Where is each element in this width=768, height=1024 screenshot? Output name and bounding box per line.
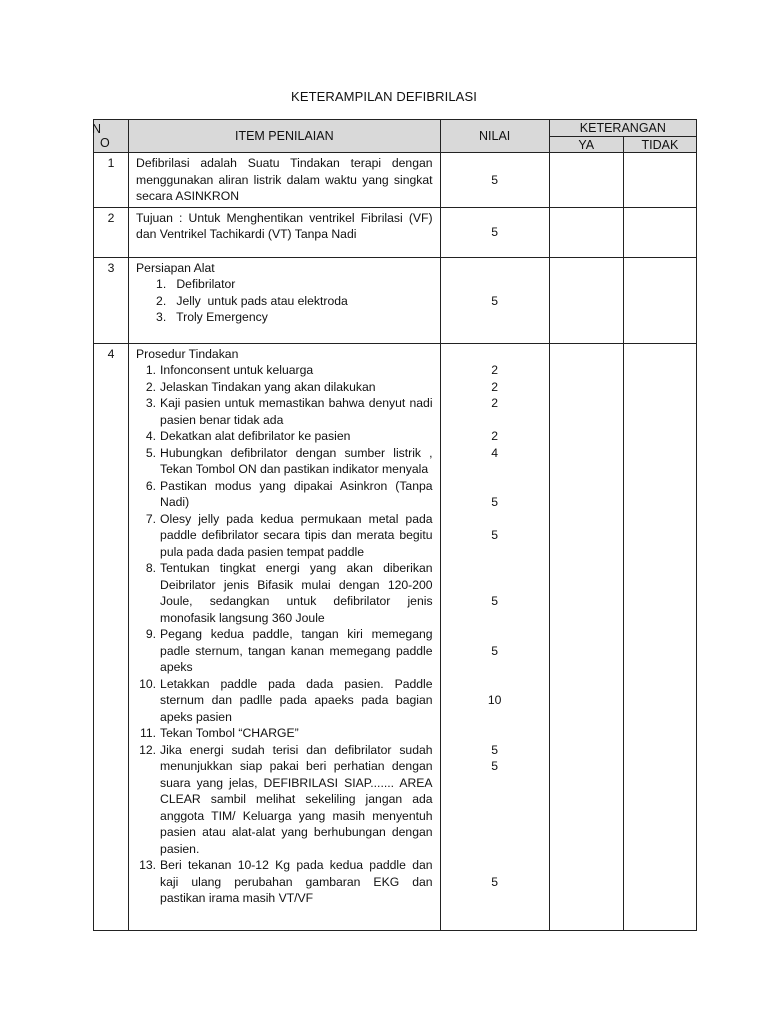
row-number: 4	[94, 343, 129, 930]
row-item-text: Defibrilasi adalah Suatu Tindakan terapi dengan menggunakan aliran listrik dalam waktu yang singkat secara ASINKRON	[129, 153, 441, 208]
cell-tidak[interactable]	[623, 207, 696, 257]
cell-ya[interactable]	[549, 343, 623, 930]
step-number: 1.	[145, 363, 157, 377]
step-number: 12.	[139, 742, 157, 757]
step-text: Tekan Tombol “CHARGE”	[160, 726, 299, 740]
row-nilai	[440, 343, 549, 930]
step-number: 6.	[145, 478, 157, 493]
step-nilai: 2	[491, 396, 499, 410]
cell-ya[interactable]	[549, 207, 623, 257]
step-nilai: 5	[491, 594, 499, 608]
step-nilai: 5	[491, 495, 499, 509]
step-text: Tentukan tingkat energi yang akan diberikan Deibrilator jenis Bifasik mulai dengan 120-200 Joule, sedangkan untuk defibrilator jenis monofasik langsung 360 Joule	[160, 561, 433, 625]
header-keterangan: KETERANGAN	[549, 120, 696, 137]
cell-tidak[interactable]	[623, 153, 696, 208]
step-number: 13.	[139, 858, 157, 872]
procedure-step	[136, 379, 433, 396]
row-nilai	[440, 153, 549, 208]
row-item	[129, 343, 441, 930]
table-row	[94, 343, 697, 930]
procedure-step	[136, 511, 433, 561]
header-item: ITEM PENILAIAN	[129, 120, 441, 153]
step-text: Pastikan modus yang dipakai Asinkron (Tanpa Nadi)	[160, 478, 433, 509]
step-text: Kaji pasien untuk memastikan bahwa denyut nadi pasien benar tidak ada	[160, 396, 433, 427]
cell-tidak[interactable]	[623, 257, 696, 343]
step-text: Beri tekanan 10-12 Kg pada kedua paddle dan kaji ulang perubahan gambaran EKG dan pastikan irama masih VT/VF	[160, 858, 433, 905]
step-nilai: 2	[491, 363, 499, 377]
procedure-step	[136, 626, 433, 676]
cell-ya[interactable]	[549, 153, 623, 208]
list-item: 3. Troly Emergency	[156, 310, 268, 324]
row-number: 3	[94, 257, 129, 343]
assessment-table	[93, 119, 697, 931]
header-no-line1: N	[92, 122, 102, 136]
step-number: 5.	[145, 445, 157, 460]
step-number: 9.	[145, 627, 157, 641]
row-number: 1	[94, 153, 129, 208]
procedure-step	[136, 725, 433, 742]
step-text: Pegang kedua paddle, tangan kiri memegang padle sternum, tangan kanan memegang paddle apeks	[160, 627, 433, 674]
row-nilai	[440, 207, 549, 257]
step-number: 2.	[145, 379, 157, 394]
procedure-step	[136, 395, 433, 428]
row-number: 2	[94, 207, 129, 257]
step-nilai: 4	[491, 445, 499, 460]
table-row	[94, 257, 697, 343]
step-number: 4.	[145, 429, 157, 443]
row-item-text: Tujuan : Untuk Menghentikan ventrikel Fibrilasi (VF) dan Ventrikel Tachikardi (VT) Tanpa Nadi	[129, 207, 441, 257]
cell-ya[interactable]	[549, 257, 623, 343]
list-item: 2. Jelly untuk pads atau elektroda	[156, 293, 348, 308]
row-nilai-value: 5	[491, 293, 499, 308]
step-nilai: 5	[491, 759, 499, 773]
table-row	[94, 207, 697, 257]
step-nilai: 5	[491, 528, 499, 542]
step-nilai: 5	[491, 874, 499, 889]
step-nilai: 2	[491, 429, 499, 443]
procedure-step	[136, 445, 433, 478]
row-item	[129, 257, 441, 343]
equipment-list	[136, 276, 433, 326]
step-number: 8.	[145, 561, 157, 575]
step-text: Dekatkan alat defibrilator ke pasien	[160, 429, 351, 443]
header-nilai: NILAI	[440, 120, 549, 153]
list-item: 1. Defibrilator	[156, 277, 236, 291]
procedure-step	[136, 362, 433, 379]
step-text: Infonconsent untuk keluarga	[160, 363, 314, 377]
procedure-step	[136, 560, 433, 626]
step-text: Hubungkan defibrilator dengan sumber listrik , Tekan Tombol ON dan pastikan indikator menyala	[160, 445, 433, 476]
step-nilai: 10	[487, 693, 502, 707]
procedure-step	[136, 478, 433, 511]
document-title: KETERAMPILAN DEFIBRILASI	[291, 89, 477, 104]
step-text: Olesy jelly pada kedua permukaan metal pada paddle defibrilator secara tipis dan merata begitu pula pada dada pasien tempat paddle	[160, 511, 433, 559]
step-text: Jika energi sudah terisi dan defibrilator sudah menunjukkan siap pakai beri perhatian dengan suara yang jelas, DEFIBRILASI SIAP....... AREA CLEAR sambil melihat sekeliling jangan ada anggota TIM/ Keluarga yang masih menyentuh pasien atau alat-alat yang berhubungan dengan pasien.	[160, 742, 433, 856]
row-heading: Persiapan Alat	[136, 260, 215, 275]
step-number: 7.	[145, 511, 157, 526]
header-tidak: TIDAK	[623, 137, 696, 153]
row-nilai-value: 5	[491, 173, 499, 187]
row-nilai	[440, 257, 549, 343]
step-nilai: 2	[491, 379, 499, 394]
row-nilai-value: 5	[491, 224, 499, 239]
step-nilai: 5	[491, 742, 499, 757]
header-no-line2: O	[100, 136, 110, 150]
step-number: 10.	[139, 676, 157, 691]
procedure-step	[136, 742, 433, 858]
step-text: Jelaskan Tindakan yang akan dilakukan	[160, 379, 376, 394]
header-ya: YA	[549, 137, 623, 153]
step-nilai: 5	[491, 643, 499, 658]
procedure-step	[136, 428, 433, 445]
procedure-steps	[136, 362, 433, 907]
table-row	[94, 153, 697, 208]
step-number: 3.	[145, 396, 157, 410]
header-no	[94, 120, 129, 153]
step-text: Letakkan paddle pada dada pasien. Paddle sternum dan padlle pada apaeks pada bagian apeks pasien	[160, 676, 433, 724]
cell-tidak[interactable]	[623, 343, 696, 930]
procedure-step	[136, 676, 433, 726]
row-heading: Prosedur Tindakan	[136, 346, 239, 361]
procedure-step	[136, 857, 433, 907]
step-number: 11.	[140, 726, 157, 740]
